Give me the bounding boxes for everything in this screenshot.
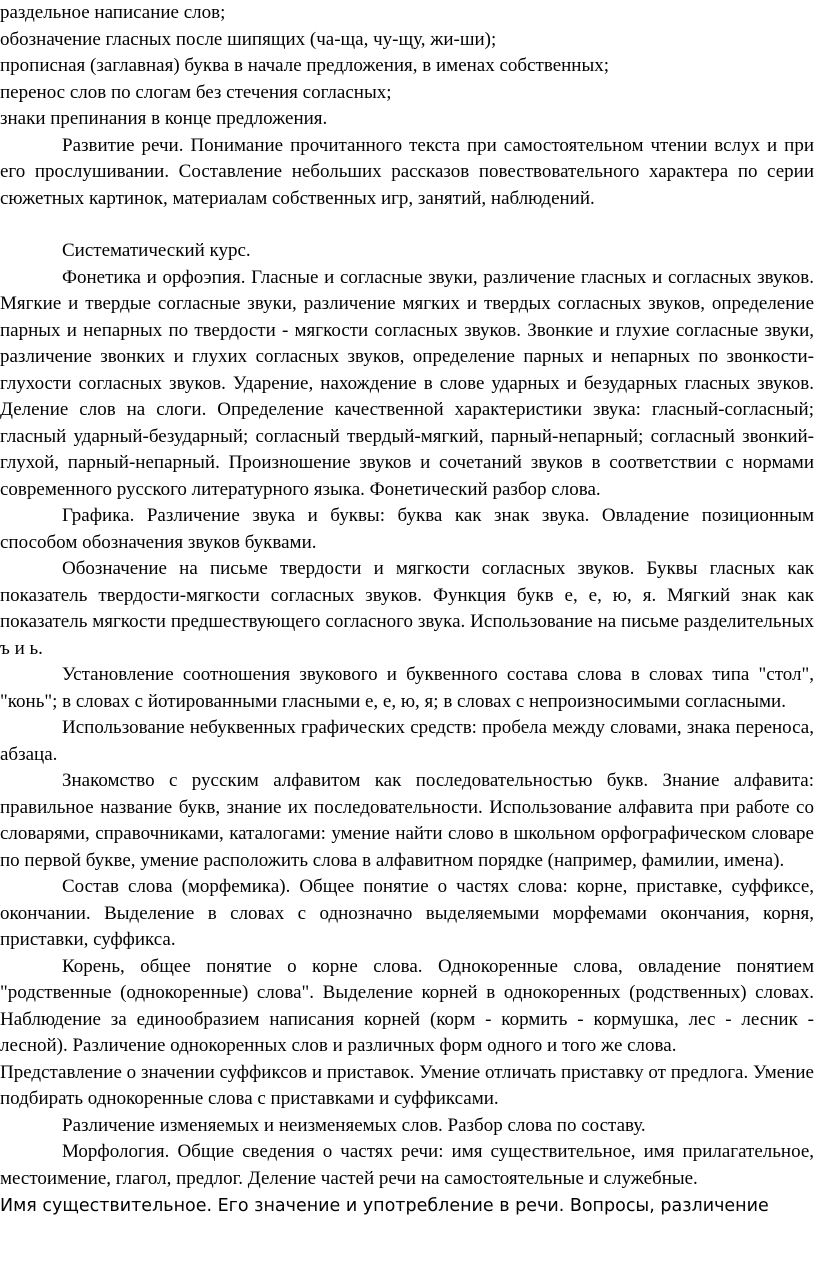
section-heading-systematic-course: Систематический курс. [62,240,251,261]
paragraph-suffixes-prefixes: Представление о значении суффиксов и приставок. Умение отличать приставку от предлога. Умение подбирать однокоренные слова с приставками и суффиксами. [0,1061,814,1109]
list-line: перенос слов по слогам без стечения согласных; [0,81,392,103]
paragraph-alphabet: Знакомство с русским алфавитом как последовательностью букв. Знание алфавита: правильное название букв, знание их последовательности. Использование алфавита при работе со словарями, справочниками, каталогами: умение найти слово в школьном орфографическом словаре по первой букве, умение расположить слова в алфавитном порядке (например, фамилии, имена). [0,770,814,871]
paragraph-phonetics: Фонетика и орфоэпия. Гласные и согласные звуки, различение гласных и согласных звуков. Мягкие и твердые согласные звуки, различение мягких и твердых согласных звуков, определение парных и непарных по твердости - мягкости согласных звуков. Звонкие и глухие согласные звуки, различение звонких и глухих согласных звуков, определение парных и непарных по звонкости-глухости согласных звуков. Ударение, нахождение в слове ударных и безударных гласных звуков. Деление слов на слоги. Определение качественной характеристики звука: гласный-согласный; гласный ударный-безударный; согласный твердый-мягкий, парный-непарный; согласный звонкий-глухой, парный-непарный. Произношение звуков и сочетаний звуков в соответствии с нормами современного русского литературного языка. Фонетический разбор слова. [0,266,814,500]
paragraph-hardness-softness: Обозначение на письме твердости и мягкости согласных звуков. Буквы гласных как показатель твердости-мягкости согласных звуков. Функция букв е, е, ю, я. Мягкий знак как показатель мягкости предшествующего согласного звука. Использование на письме разделительных ъ и ь. [0,558,814,659]
blank-line [0,212,816,238]
list-line: раздельное написание слов; [0,2,226,23]
noun-heading-line: Имя существительное. Его значение и употребление в речи. Вопросы, различение [0,1196,769,1216]
paragraph-morphology: Морфология. Общие сведения о частях речи: имя существительное, имя прилагательное, местоимение, глагол, предлог. Деление частей речи на самостоятельные и служебные. [0,1141,814,1189]
paragraph-word-parsing: Различение изменяемых и неизменяемых слов. Разбор слова по составу. [62,1114,646,1136]
paragraph-non-letter-means: Использование небуквенных графических средств: пробела между словами, знака переноса, абзаца. [0,717,814,765]
paragraph-graphics: Графика. Различение звука и буквы: буква как знак звука. Овладение позиционным способом обозначения звуков буквами. [0,505,814,553]
paragraph-root: Корень, общее понятие о корне слова. Однокоренные слова, овладение понятием "родственные (однокоренные) слова". Выделение корней в однокоренных (родственных) словах. Наблюдение за единообразием написания корней (корм - кормить - кормушка, лес - лесник - лесной). Различение однокоренных слов и различных форм одного и того же слова. [0,955,814,1056]
list-line: знаки препинания в конце предложения. [0,108,328,129]
paragraph-speech-development: Развитие речи. Понимание прочитанного текста при самостоятельном чтении вслух и при его прослушивании. Составление небольших рассказов повествовательного характера по серии сюжетных картинок, материалам собственных игр, занятий, наблюдений. [0,134,814,209]
paragraph-word-composition: Состав слова (морфемика). Общее понятие о частях слова: корне, приставке, суффиксе, окончании. Выделение в словах с однозначно выделяемыми морфемами окончания, корня, приставки, суффикса. [0,876,814,950]
paragraph-sound-letter-correspondence: Установление соотношения звукового и буквенного состава слова в словах типа "стол", "конь"; в словах с йотированными гласными е, е, ю, я; в словах с непроизносимыми согласными. [0,664,814,712]
list-line: обозначение гласных после шипящих (ча-ща, чу-щу, жи-ши); [0,28,497,50]
list-line: прописная (заглавная) буква в начале предложения, в именах собственных; [0,55,610,76]
